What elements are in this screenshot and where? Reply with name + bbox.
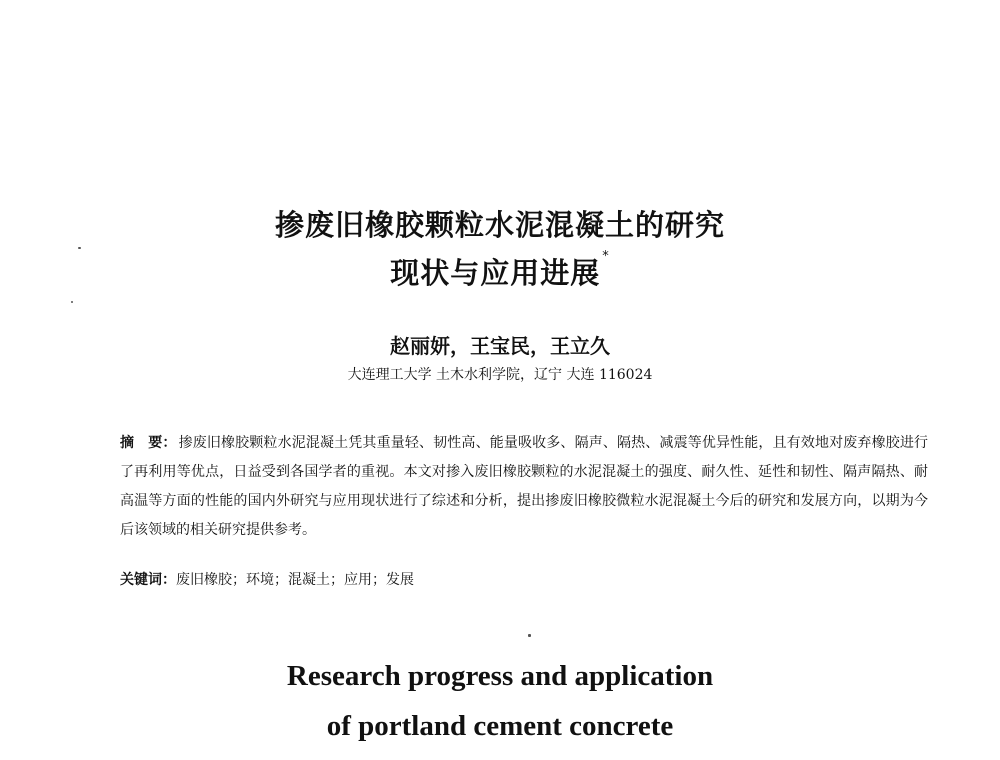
chinese-title-line-1-text: 掺废旧橡胶颗粒水泥混凝土的研究 — [274, 208, 725, 242]
abstract-text: 掺废旧橡胶颗粒水泥混凝土凭其重量轻、韧性高、能量吸收多、隔声、隔热、减震等优异性能，且有效地对废弃橡胶进行了再利用等优点，日益受到各国学者的重视。本文对掺入废旧橡胶颗粒的水泥混凝土的强度、耐久性、延性和韧性、隔声隔热、耐高温等方面的性能的国内外研究与应用现状进行了综述和分析，提出掺废旧橡胶微粒水泥混凝土今后的研究和发展方向，以期为今后该领域的相关研究提供参考。 — [120, 435, 929, 538]
authors: 赵丽妍，王宝民，王立久 — [390, 334, 610, 358]
keywords — [120, 569, 928, 589]
keywords-label: 关键词： — [120, 572, 176, 588]
scan-speck — [78, 247, 81, 249]
chinese-title-line-1 — [0, 203, 1000, 244]
keywords-text: 废旧橡胶；环境；混凝土；应用；发展 — [176, 572, 414, 588]
footnote-mark: * — [602, 249, 610, 264]
english-title-line-1: Research progress and application — [286, 660, 714, 692]
scan-speck — [71, 301, 73, 303]
english-title-line-2: of portland cement concrete — [326, 710, 674, 742]
chinese-title-line-2 — [0, 251, 1000, 292]
scan-speck — [528, 634, 531, 637]
abstract-label: 摘 要： — [120, 435, 177, 451]
affiliation: 大连理工大学 土木水利学院，辽宁 大连 116024 — [347, 367, 653, 383]
abstract — [120, 429, 928, 545]
chinese-title-line-2-text: 现状与应用进展 — [390, 256, 601, 290]
